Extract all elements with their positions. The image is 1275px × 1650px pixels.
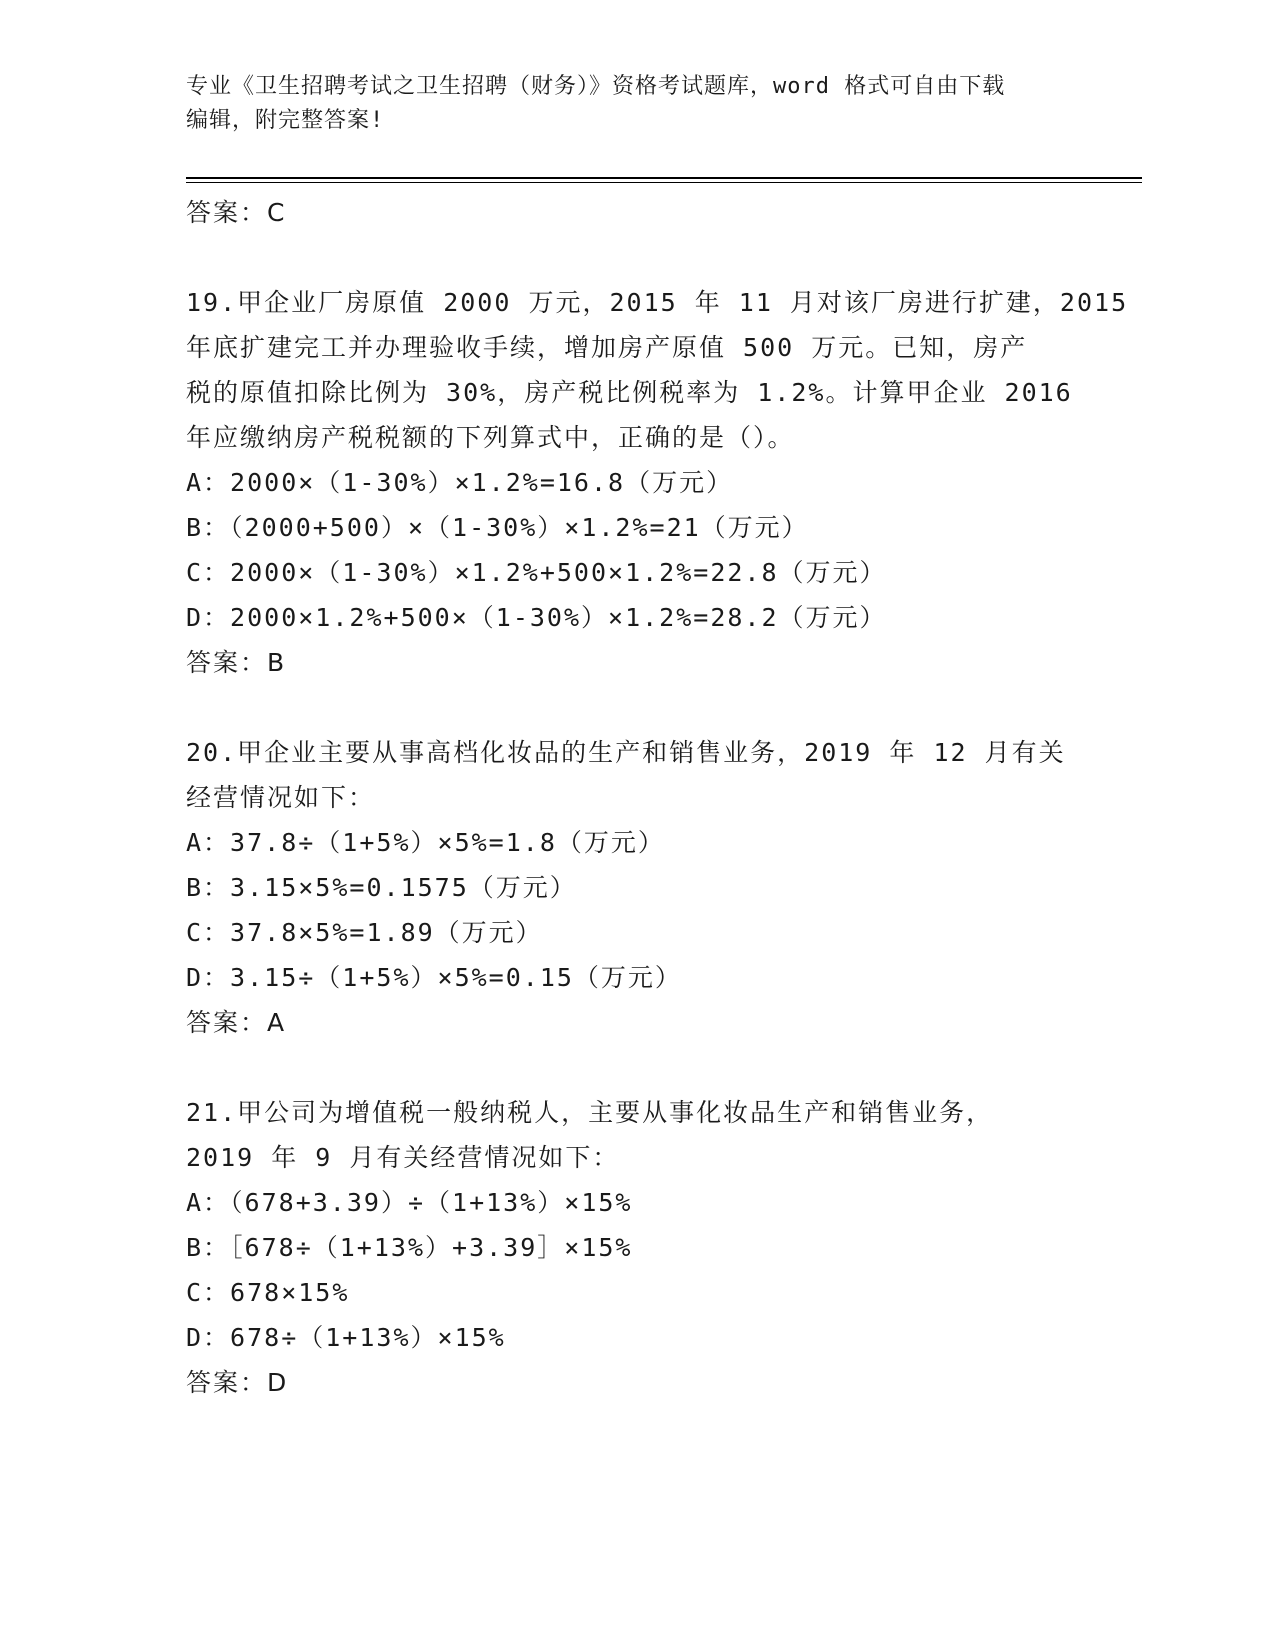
- header-divider-thick: [186, 177, 1142, 179]
- question-stem-line: 19.甲企业厂房原值 2000 万元，2015 年 11 月对该厂房进行扩建，2015: [186, 288, 1129, 317]
- spacer: [186, 235, 1086, 280]
- option-b: B：3.15×5%=0.1575（万元）: [186, 873, 577, 902]
- question-20: [186, 730, 1086, 1045]
- question-stem-line: 21.甲公司为增值税一般纳税人，主要从事化妆品生产和销售业务，: [186, 1098, 994, 1127]
- option-a: A：2000×（1-30%）×1.2%=16.8（万元）: [186, 468, 734, 497]
- option-c: C：2000×（1-30%）×1.2%+500×1.2%=22.8（万元）: [186, 558, 887, 587]
- question-stem-line: 年应缴纳房产税税额的下列算式中，正确的是（）。: [186, 423, 795, 452]
- previous-answer: 答案：C: [186, 198, 287, 227]
- question-19: [186, 280, 1129, 685]
- question-stem-line: 税的原值扣除比例为 30%，房产税比例税率为 1.2%。计算甲企业 2016: [186, 378, 1073, 407]
- document-header: [186, 70, 1086, 138]
- question-list: [186, 190, 1129, 1405]
- option-c: C：678×15%: [186, 1278, 350, 1307]
- question-21: [186, 1090, 1086, 1405]
- answer-line: 答案：A: [186, 1008, 287, 1037]
- option-a: A：（678+3.39）÷（1+13%）×15%: [186, 1188, 633, 1217]
- question-stem-line: 2019 年 9 月有关经营情况如下：: [186, 1143, 620, 1172]
- question-stem-line: 20.甲企业主要从事高档化妆品的生产和销售业务，2019 年 12 月有关: [186, 738, 1066, 767]
- option-b: B：［678÷（1+13%）+3.39］×15%: [186, 1233, 633, 1262]
- answer-line: 答案：D: [186, 1368, 289, 1397]
- option-b: B：（2000+500）×（1-30%）×1.2%=21（万元）: [186, 513, 809, 542]
- spacer: [186, 1045, 1086, 1090]
- header-line-2: 编辑，附完整答案!: [186, 108, 385, 133]
- question-stem-line: 经营情况如下：: [186, 783, 376, 812]
- header-divider-thin: [186, 182, 1142, 183]
- option-a: A：37.8÷（1+5%）×5%=1.8（万元）: [186, 828, 665, 857]
- question-stem-line: 年底扩建完工并办理验收手续，增加房产原值 500 万元。已知，房产: [186, 333, 1028, 362]
- header-line-1: 专业《卫生招聘考试之卫生招聘（财务）》资格考试题库，word 格式可自由下载: [186, 74, 1006, 99]
- option-d: D：3.15÷（1+5%）×5%=0.15（万元）: [186, 963, 682, 992]
- answer-line: 答案：B: [186, 648, 287, 677]
- option-d: D：2000×1.2%+500×（1-30%）×1.2%=28.2（万元）: [186, 603, 887, 632]
- option-d: D：678÷（1+13%）×15%: [186, 1323, 506, 1352]
- spacer: [186, 685, 1086, 730]
- option-c: C：37.8×5%=1.89（万元）: [186, 918, 543, 947]
